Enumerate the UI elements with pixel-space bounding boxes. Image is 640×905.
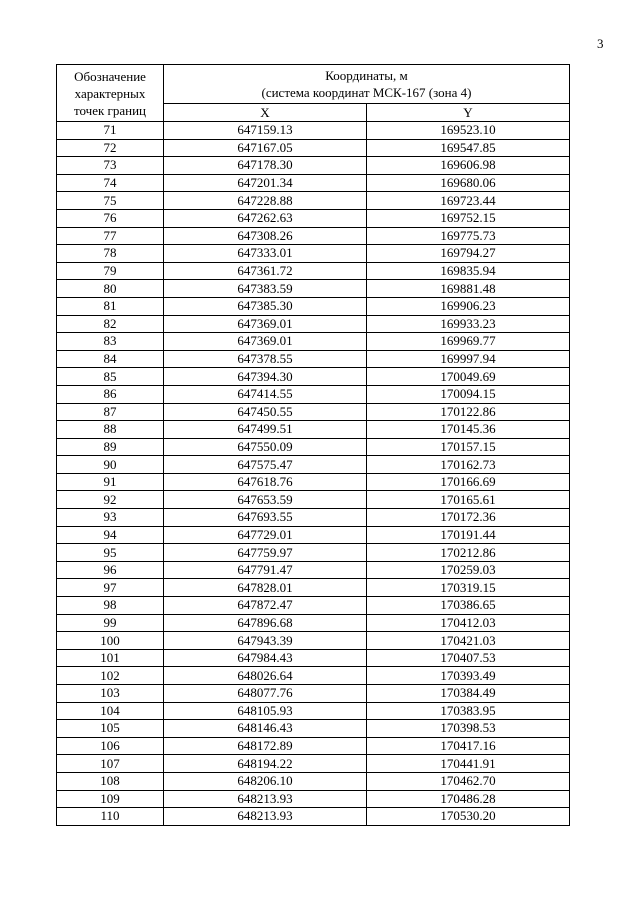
point-cell: 74 bbox=[57, 174, 164, 192]
y-coordinate-cell: 170122.86 bbox=[367, 403, 570, 421]
point-cell: 82 bbox=[57, 315, 164, 333]
y-coordinate-cell: 170407.53 bbox=[367, 649, 570, 667]
y-coordinate-cell: 170417.16 bbox=[367, 737, 570, 755]
table-row bbox=[57, 597, 570, 615]
x-coordinate-cell: 648026.64 bbox=[164, 667, 367, 685]
table-row bbox=[57, 315, 570, 333]
y-coordinate-cell: 170212.86 bbox=[367, 544, 570, 562]
table-row bbox=[57, 227, 570, 245]
table-row bbox=[57, 421, 570, 439]
y-coordinate-cell: 169969.77 bbox=[367, 333, 570, 351]
table-row bbox=[57, 561, 570, 579]
table-row bbox=[57, 737, 570, 755]
y-coordinate-cell: 169881.48 bbox=[367, 280, 570, 298]
x-coordinate-cell: 647575.47 bbox=[164, 456, 367, 474]
y-coordinate-cell: 170259.03 bbox=[367, 561, 570, 579]
point-cell: 105 bbox=[57, 720, 164, 738]
point-cell: 79 bbox=[57, 262, 164, 280]
table-row bbox=[57, 526, 570, 544]
x-coordinate-cell: 647729.01 bbox=[164, 526, 367, 544]
x-coordinate-cell: 647369.01 bbox=[164, 333, 367, 351]
x-coordinate-cell: 648194.22 bbox=[164, 755, 367, 773]
y-coordinate-cell: 170191.44 bbox=[367, 526, 570, 544]
y-coordinate-cell: 170384.49 bbox=[367, 685, 570, 703]
y-coordinate-cell: 169606.98 bbox=[367, 157, 570, 175]
x-coordinate-cell: 647550.09 bbox=[164, 438, 367, 456]
y-coordinate-cell: 170049.69 bbox=[367, 368, 570, 386]
point-cell: 95 bbox=[57, 544, 164, 562]
point-cell: 104 bbox=[57, 702, 164, 720]
table-row bbox=[57, 403, 570, 421]
x-coordinate-cell: 647828.01 bbox=[164, 579, 367, 597]
x-coordinate-cell: 647394.30 bbox=[164, 368, 367, 386]
x-coordinate-cell: 647653.59 bbox=[164, 491, 367, 509]
x-coordinate-cell: 647178.30 bbox=[164, 157, 367, 175]
point-header-line-1: Обозначение bbox=[74, 68, 146, 84]
point-cell: 106 bbox=[57, 737, 164, 755]
x-coordinate-cell: 647385.30 bbox=[164, 297, 367, 315]
table-row bbox=[57, 614, 570, 632]
y-coordinate-cell: 170165.61 bbox=[367, 491, 570, 509]
point-cell: 94 bbox=[57, 526, 164, 544]
point-cell: 88 bbox=[57, 421, 164, 439]
point-cell: 102 bbox=[57, 667, 164, 685]
x-coordinate-cell: 648213.93 bbox=[164, 790, 367, 808]
table-row bbox=[57, 649, 570, 667]
x-coordinate-cell: 647378.55 bbox=[164, 350, 367, 368]
y-coordinate-cell: 170398.53 bbox=[367, 720, 570, 738]
y-coordinate-cell: 169794.27 bbox=[367, 245, 570, 263]
table-row bbox=[57, 385, 570, 403]
point-cell: 77 bbox=[57, 227, 164, 245]
x-coordinate-cell: 647333.01 bbox=[164, 245, 367, 263]
coordinates-table bbox=[56, 64, 570, 826]
point-designation-header bbox=[57, 65, 164, 122]
table-row bbox=[57, 456, 570, 474]
x-coordinate-cell: 647201.34 bbox=[164, 174, 367, 192]
point-cell: 96 bbox=[57, 561, 164, 579]
y-coordinate-cell: 169775.73 bbox=[367, 227, 570, 245]
point-cell: 93 bbox=[57, 509, 164, 527]
table-row bbox=[57, 368, 570, 386]
x-coordinate-cell: 647759.97 bbox=[164, 544, 367, 562]
x-coordinate-cell: 647693.55 bbox=[164, 509, 367, 527]
table-row bbox=[57, 544, 570, 562]
y-coordinate-cell: 170094.15 bbox=[367, 385, 570, 403]
point-cell: 103 bbox=[57, 685, 164, 703]
x-coordinate-cell: 647618.76 bbox=[164, 473, 367, 491]
point-cell: 84 bbox=[57, 350, 164, 368]
x-coordinate-cell: 647369.01 bbox=[164, 315, 367, 333]
point-cell: 89 bbox=[57, 438, 164, 456]
y-coordinate-cell: 169680.06 bbox=[367, 174, 570, 192]
x-coordinate-cell: 647791.47 bbox=[164, 561, 367, 579]
table-row bbox=[57, 122, 570, 140]
table-row bbox=[57, 209, 570, 227]
page-number: 3 bbox=[597, 36, 604, 51]
table-row bbox=[57, 755, 570, 773]
table-header-row bbox=[57, 65, 570, 104]
y-coordinate-cell: 170462.70 bbox=[367, 772, 570, 790]
x-coordinate-cell: 647167.05 bbox=[164, 139, 367, 157]
table-row bbox=[57, 667, 570, 685]
x-coordinate-cell: 647228.88 bbox=[164, 192, 367, 210]
point-cell: 78 bbox=[57, 245, 164, 263]
table-row bbox=[57, 139, 570, 157]
y-coordinate-cell: 170421.03 bbox=[367, 632, 570, 650]
table-row bbox=[57, 280, 570, 298]
table-row bbox=[57, 579, 570, 597]
y-coordinate-cell: 170441.91 bbox=[367, 755, 570, 773]
table-row bbox=[57, 350, 570, 368]
point-cell: 71 bbox=[57, 122, 164, 140]
x-coordinate-cell: 647499.51 bbox=[164, 421, 367, 439]
x-coordinate-cell: 647414.55 bbox=[164, 385, 367, 403]
y-coordinate-cell: 170383.95 bbox=[367, 702, 570, 720]
table-row bbox=[57, 262, 570, 280]
point-header-line-2: характерных bbox=[74, 85, 146, 101]
x-coordinate-cell: 648213.93 bbox=[164, 808, 367, 826]
point-cell: 87 bbox=[57, 403, 164, 421]
table-row bbox=[57, 333, 570, 351]
table-row bbox=[57, 491, 570, 509]
table-row bbox=[57, 473, 570, 491]
x-coordinate-cell: 647361.72 bbox=[164, 262, 367, 280]
coordinate-system: (система координат МСК-167 (зона 4) bbox=[261, 85, 472, 100]
point-cell: 80 bbox=[57, 280, 164, 298]
y-coordinate-cell: 169933.23 bbox=[367, 315, 570, 333]
x-coordinate-cell: 648172.89 bbox=[164, 737, 367, 755]
point-cell: 108 bbox=[57, 772, 164, 790]
x-coordinate-cell: 647450.55 bbox=[164, 403, 367, 421]
point-cell: 76 bbox=[57, 209, 164, 227]
point-cell: 72 bbox=[57, 139, 164, 157]
y-coordinate-cell: 170386.65 bbox=[367, 597, 570, 615]
point-cell: 101 bbox=[57, 649, 164, 667]
y-coordinate-cell: 170157.15 bbox=[367, 438, 570, 456]
y-coordinate-cell: 170145.36 bbox=[367, 421, 570, 439]
y-coordinate-cell: 170486.28 bbox=[367, 790, 570, 808]
x-coordinate-cell: 647872.47 bbox=[164, 597, 367, 615]
y-coordinate-cell: 170162.73 bbox=[367, 456, 570, 474]
x-coordinate-cell: 648206.10 bbox=[164, 772, 367, 790]
point-cell: 91 bbox=[57, 473, 164, 491]
point-cell: 98 bbox=[57, 597, 164, 615]
table-row bbox=[57, 720, 570, 738]
point-cell: 100 bbox=[57, 632, 164, 650]
table-row bbox=[57, 297, 570, 315]
point-cell: 99 bbox=[57, 614, 164, 632]
table-row bbox=[57, 245, 570, 263]
coordinates-header bbox=[164, 65, 570, 104]
x-coordinate-cell: 648105.93 bbox=[164, 702, 367, 720]
y-coordinate-cell: 169997.94 bbox=[367, 350, 570, 368]
point-header-line-3: точек границ bbox=[73, 102, 147, 118]
table-row bbox=[57, 192, 570, 210]
x-column-header: X bbox=[164, 104, 367, 122]
table-row bbox=[57, 632, 570, 650]
y-coordinate-cell: 169723.44 bbox=[367, 192, 570, 210]
x-coordinate-cell: 648146.43 bbox=[164, 720, 367, 738]
point-cell: 86 bbox=[57, 385, 164, 403]
point-cell: 97 bbox=[57, 579, 164, 597]
y-coordinate-cell: 170172.36 bbox=[367, 509, 570, 527]
point-cell: 85 bbox=[57, 368, 164, 386]
x-coordinate-cell: 648077.76 bbox=[164, 685, 367, 703]
table-body bbox=[57, 122, 570, 826]
point-cell: 92 bbox=[57, 491, 164, 509]
point-cell: 81 bbox=[57, 297, 164, 315]
x-coordinate-cell: 647308.26 bbox=[164, 227, 367, 245]
x-coordinate-cell: 647383.59 bbox=[164, 280, 367, 298]
x-coordinate-cell: 647262.63 bbox=[164, 209, 367, 227]
table-row bbox=[57, 174, 570, 192]
table-row bbox=[57, 790, 570, 808]
coordinates-title: Координаты, м bbox=[325, 68, 408, 83]
y-coordinate-cell: 170319.15 bbox=[367, 579, 570, 597]
point-cell: 83 bbox=[57, 333, 164, 351]
y-coordinate-cell: 169547.85 bbox=[367, 139, 570, 157]
y-column-header: Y bbox=[367, 104, 570, 122]
y-coordinate-cell: 170412.03 bbox=[367, 614, 570, 632]
table-row bbox=[57, 808, 570, 826]
y-coordinate-cell: 170166.69 bbox=[367, 473, 570, 491]
table-row bbox=[57, 772, 570, 790]
table-row bbox=[57, 438, 570, 456]
point-cell: 90 bbox=[57, 456, 164, 474]
y-coordinate-cell: 169752.15 bbox=[367, 209, 570, 227]
table-row bbox=[57, 685, 570, 703]
y-coordinate-cell: 170393.49 bbox=[367, 667, 570, 685]
x-coordinate-cell: 647984.43 bbox=[164, 649, 367, 667]
table-row bbox=[57, 702, 570, 720]
y-coordinate-cell: 169835.94 bbox=[367, 262, 570, 280]
point-cell: 75 bbox=[57, 192, 164, 210]
x-coordinate-cell: 647896.68 bbox=[164, 614, 367, 632]
point-cell: 109 bbox=[57, 790, 164, 808]
x-coordinate-cell: 647159.13 bbox=[164, 122, 367, 140]
x-coordinate-cell: 647943.39 bbox=[164, 632, 367, 650]
y-coordinate-cell: 169523.10 bbox=[367, 122, 570, 140]
y-coordinate-cell: 170530.20 bbox=[367, 808, 570, 826]
table-row bbox=[57, 509, 570, 527]
y-coordinate-cell: 169906.23 bbox=[367, 297, 570, 315]
point-cell: 110 bbox=[57, 808, 164, 826]
table-row bbox=[57, 157, 570, 175]
point-cell: 107 bbox=[57, 755, 164, 773]
point-cell: 73 bbox=[57, 157, 164, 175]
